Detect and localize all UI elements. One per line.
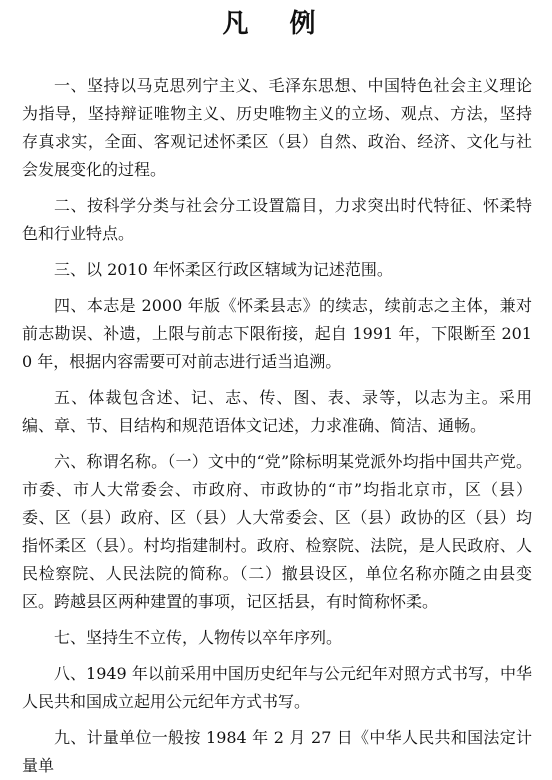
paragraph-2: 二、按科学分类与社会分工设置篇目，力求突出时代特征、怀柔特色和行业特点。 [22, 196, 532, 243]
paragraph-6: 六、称谓名称。（一）文中的“党”除标明某党派外均指中国共产党。市委、市人大常委会、市政府、市政协的“市”均指北京市，区（县）委、区（县）政府、区（县）人大常委会、区（县）政协的区（县）均指怀柔区（县）。村均指建制村。政府、检察院、法院，是人民政府、人民检察院、人民法院的简称。（二）撤县设区，单位名称亦随之由县变区。跨越县区两种建置的事项，记区括县，有时简称怀柔。 [22, 452, 532, 611]
paragraph-5: 五、体裁包含述、记、志、传、图、表、录等，以志为主。采用编、章、节、目结构和规范语体文记述，力求准确、简洁、通畅。 [22, 388, 532, 435]
document-body [22, 72, 532, 780]
paragraph-4: 四、本志是 2000 年版《怀柔县志》的续志，续前志之主体，兼对前志勘误、补遗，上限与前志下限衔接，起自 1991 年，下限断至 2010 年，根据内容需要可对前志进行适当追溯。 [22, 296, 532, 371]
page-title: 凡 例 [222, 9, 332, 39]
paragraph-8: 八、1949 年以前采用中国历史纪年与公元纪年对照方式书写，中华人民共和国成立起用公元纪年方式书写。 [22, 664, 532, 711]
paragraph-3: 三、以 2010 年怀柔区行政区辖域为记述范围。 [54, 260, 393, 279]
paragraph-1: 一、坚持以马克思列宁主义、毛泽东思想、中国特色社会主义理论为指导，坚持辩证唯物主义、历史唯物主义的立场、观点、方法，坚持存真求实，全面、客观记述怀柔区（县）自然、政治、经济、文化与社会发展变化的过程。 [22, 76, 532, 179]
paragraph-9: 九、计量单位一般按 1984 年 2 月 27 日《中华人民共和国法定计量单 [22, 728, 532, 775]
paragraph-7: 七、坚持生不立传，人物传以卒年序列。 [54, 628, 343, 647]
